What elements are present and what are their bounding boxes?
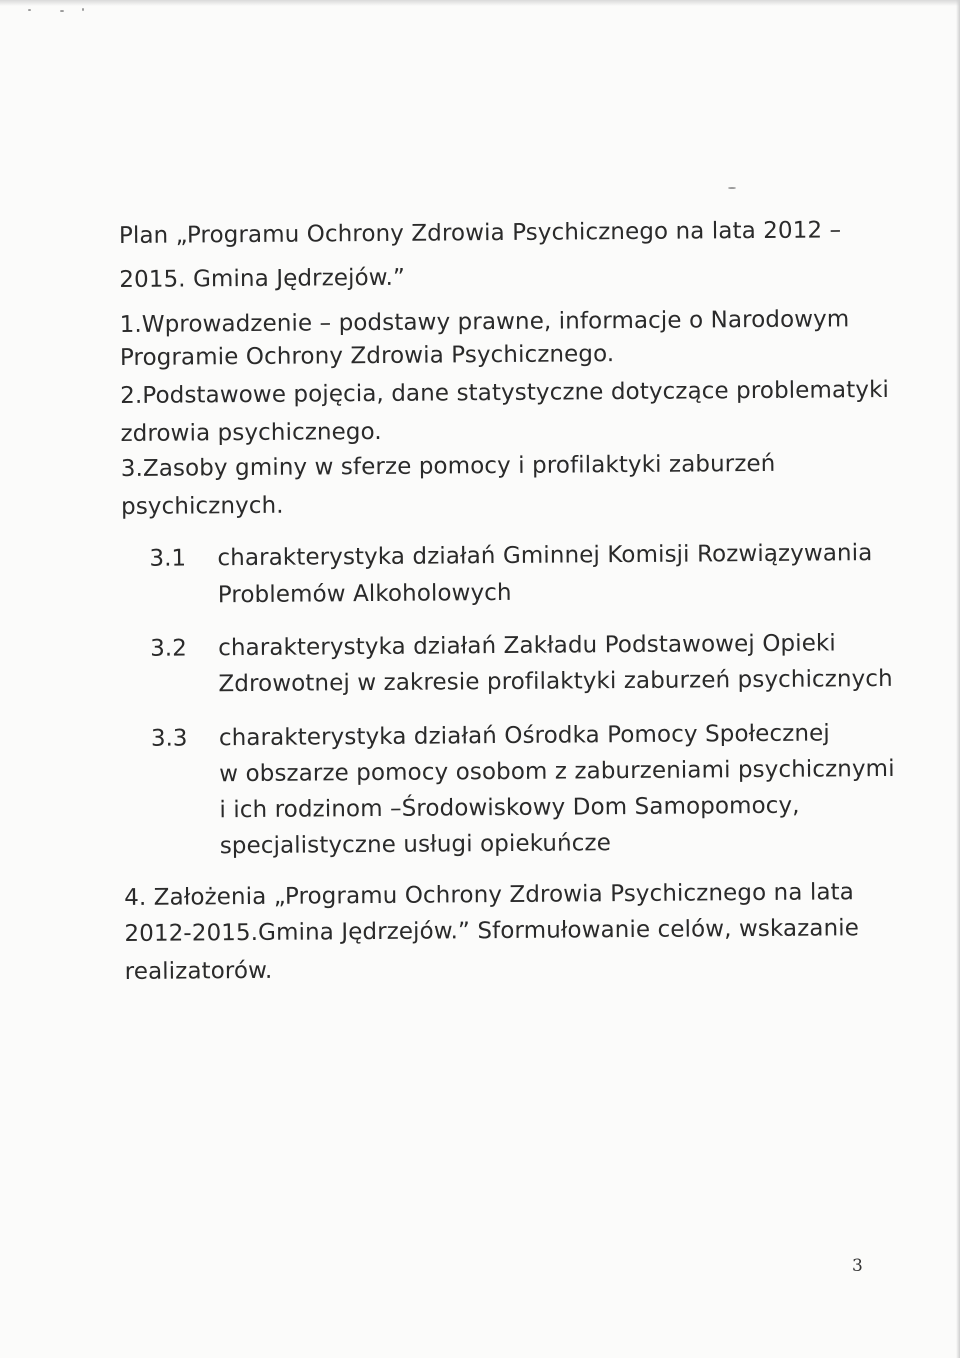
subsection-line: i ich rodzinom –Środowiskowy Dom Samopomocy,: [219, 792, 800, 824]
subsection-line: charakterystyka działań Zakładu Podstawowej Opieki: [218, 630, 836, 662]
scan-speck: [60, 10, 64, 12]
subsection-line: specjalistyczne usługi opiekuńcze: [219, 830, 611, 860]
scan-speck: [728, 187, 736, 189]
subsection-number: 3.2: [150, 635, 187, 662]
section-line: realizatorów.: [124, 957, 273, 985]
subsection-line: Zdrowotnej w zakresie profilaktyki zaburzeń psychicznych: [218, 665, 893, 698]
subsection-line: charakterystyka działań Gminnej Komisji Rozwiązywania: [217, 540, 873, 572]
subsection-line: Problemów Alkoholowych: [217, 579, 512, 609]
scan-speck: [28, 9, 31, 11]
title-line: Plan „Programu Ochrony Zdrowia Psychicznego na lata 2012 –: [118, 217, 842, 250]
page-number: 3: [852, 1256, 863, 1276]
scan-edge-right: [956, 0, 960, 1358]
subsection-line: charakterystyka działań Ośrodka Pomocy Społecznej: [218, 720, 830, 752]
section-line: Programie Ochrony Zdrowia Psychicznego.: [119, 341, 615, 372]
section-line: zdrowia psychicznego.: [120, 418, 382, 448]
section-line: 4. Założenia „Programu Ochrony Zdrowia Psychicznego na lata: [124, 879, 854, 911]
section-line: 2.Podstawowe pojęcia, dane statystyczne dotyczące problematyki: [120, 376, 890, 410]
subsection-number: 3.1: [149, 545, 187, 572]
section-line: 2012-2015.Gmina Jędrzejów.” Sformułowanie celów, wskazanie: [124, 915, 860, 947]
title-line: 2015. Gmina Jędrzejów.”: [119, 264, 406, 294]
subsection-line: w obszarze pomocy osobom z zaburzeniami psychicznymi: [219, 755, 895, 788]
section-line: psychicznych.: [120, 492, 284, 520]
section-line: 1.Wprowadzenie – podstawy prawne, informacje o Narodowym: [119, 306, 850, 339]
subsection-number: 3.3: [150, 725, 188, 752]
section-line: 3.Zasoby gminy w sferze pomocy i profilaktyki zaburzeń: [120, 450, 776, 483]
scan-edge-top: [0, 0, 960, 6]
scan-speck: [82, 8, 84, 11]
